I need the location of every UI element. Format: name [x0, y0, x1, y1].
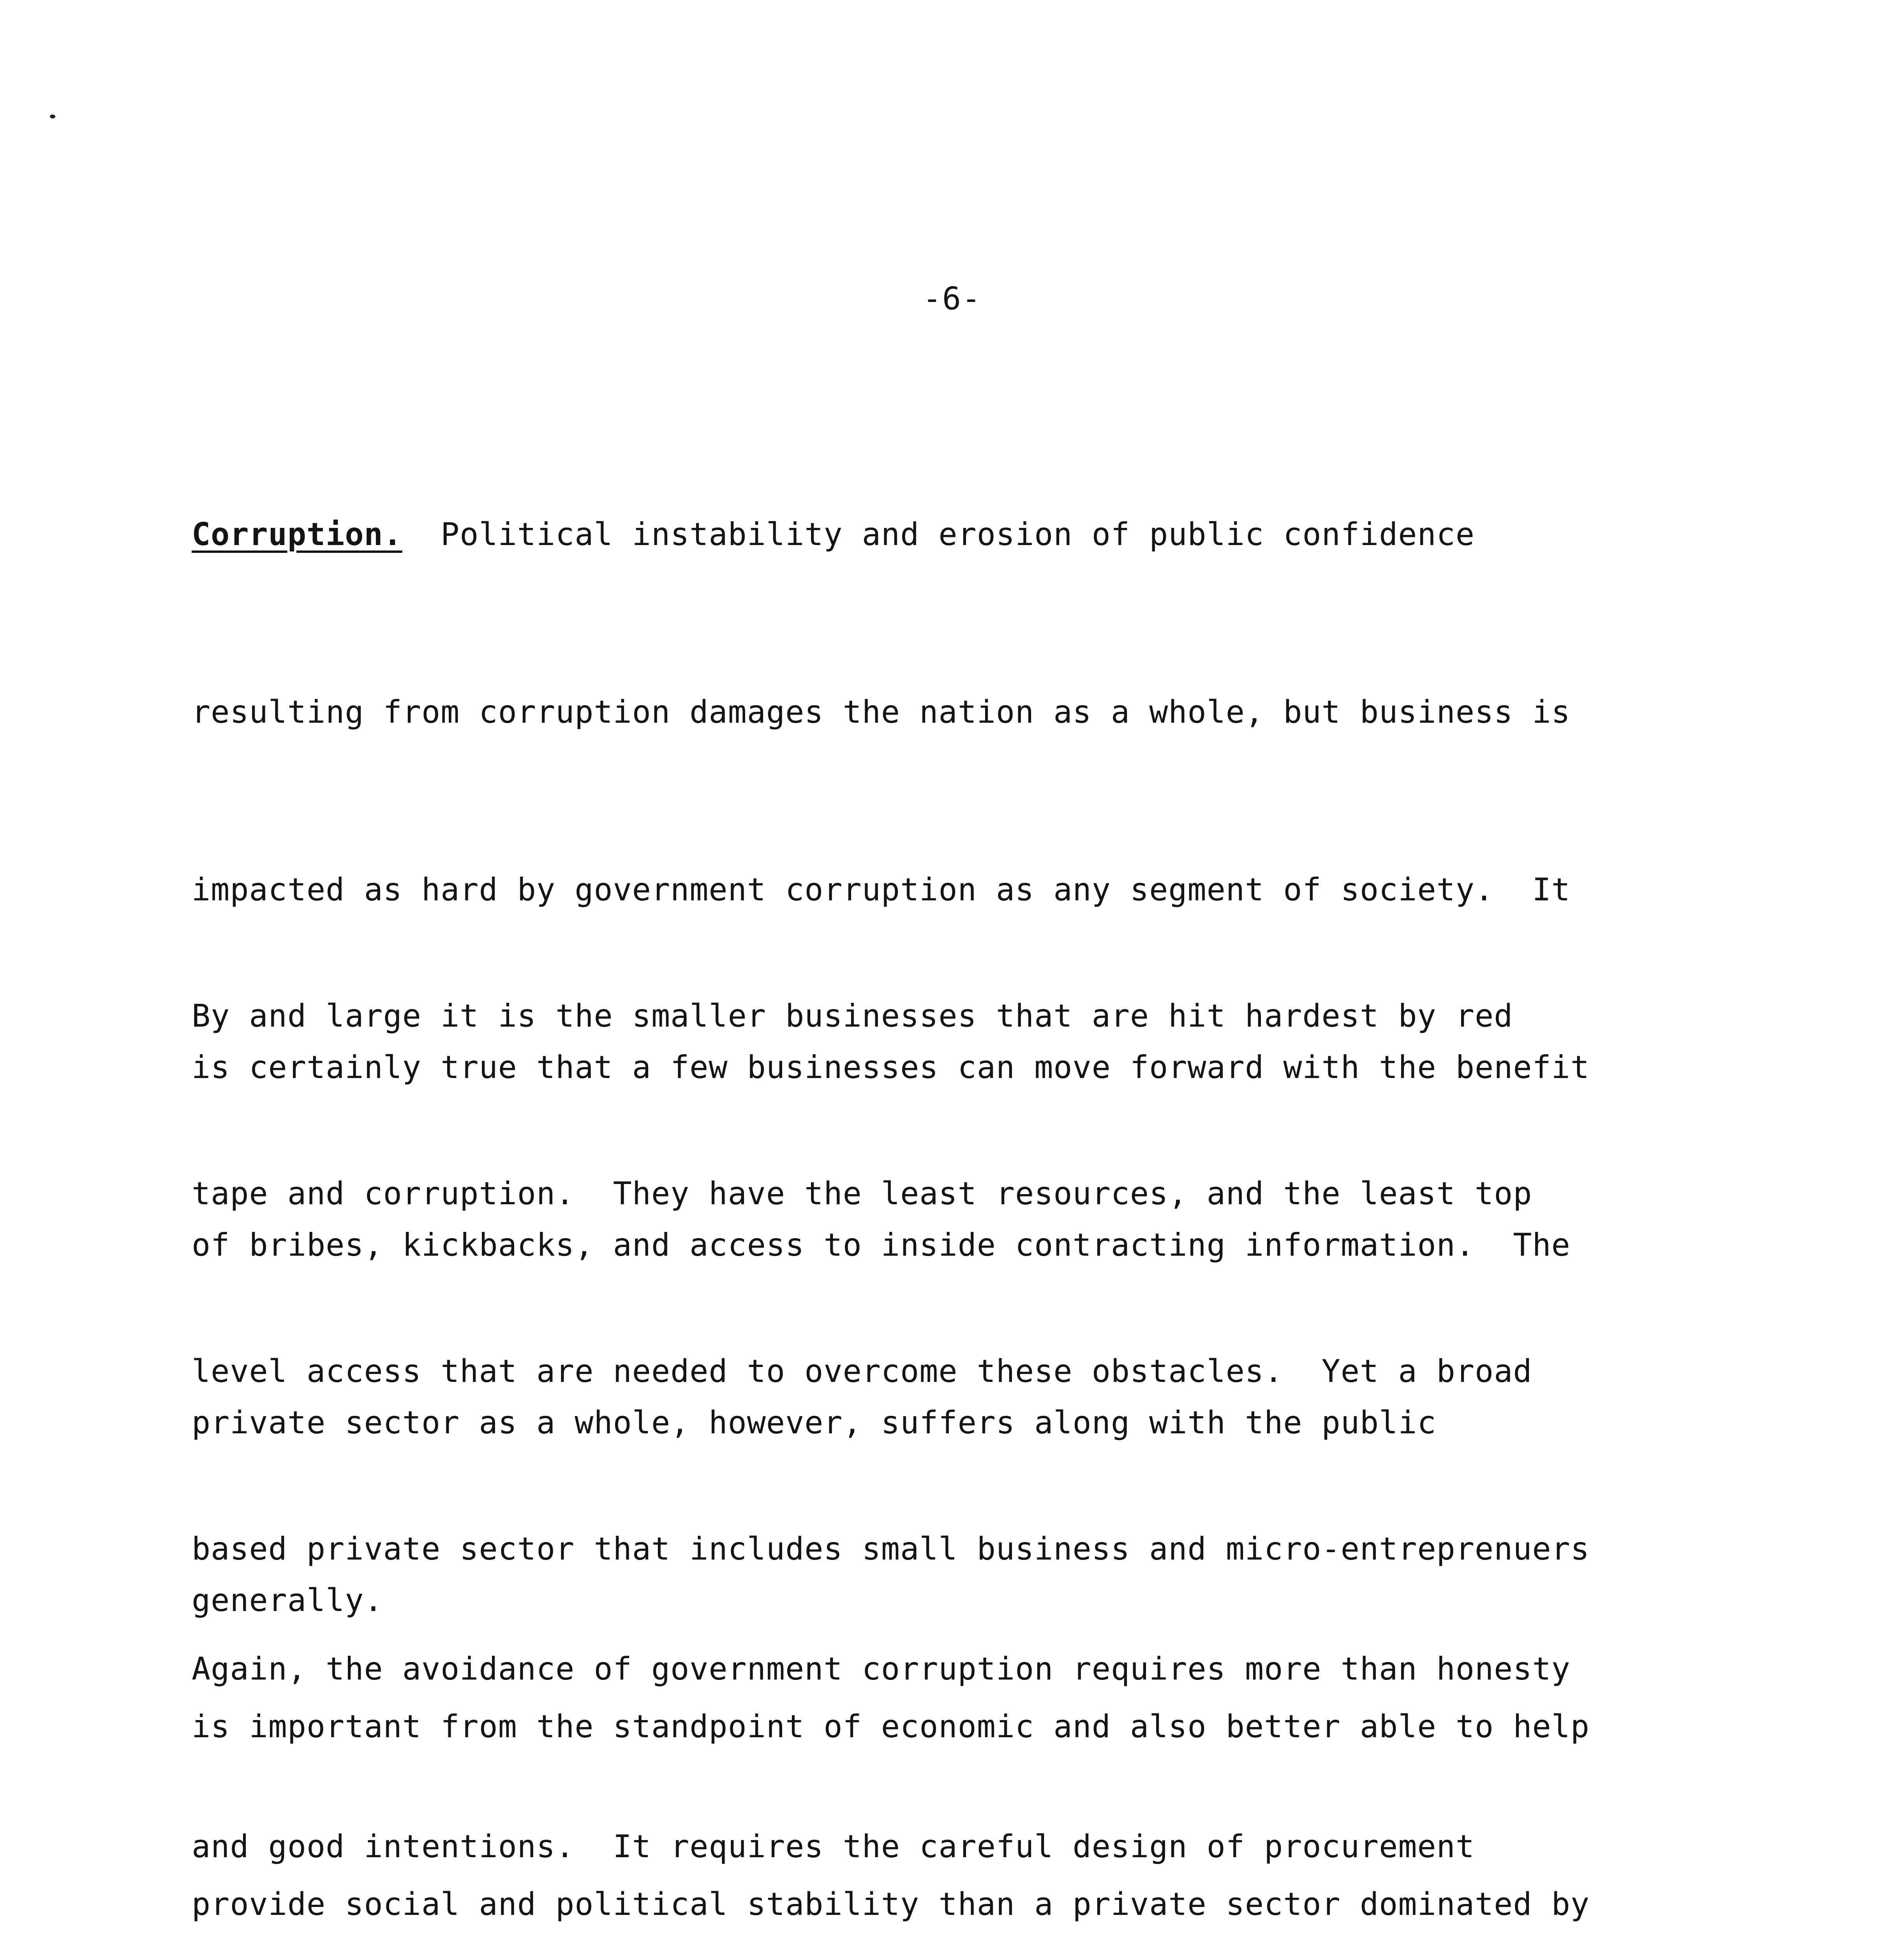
- paragraph-line: generally.: [192, 1582, 383, 1618]
- paragraph-line: Again, the avoidance of government corruption requires more than honesty: [192, 1651, 1571, 1687]
- paragraph-line: is certainly true that a few businesses can move forward with the benefit: [192, 1049, 1590, 1085]
- paragraph-line: is important from the standpoint of economic and also better able to help: [192, 1708, 1590, 1745]
- paragraph-line-text: Political instability and erosion of public confidence: [402, 516, 1475, 552]
- paragraph-line: impacted as hard by government corruption as any segment of society. It: [192, 872, 1571, 908]
- paragraph-line: resulting from corruption damages the nation as a whole, but business is: [192, 694, 1571, 730]
- paragraph-line: private sector as a whole, however, suffers along with the public: [192, 1405, 1437, 1441]
- paragraph-line: level access that are needed to overcome these obstacles. Yet a broad: [192, 1353, 1532, 1389]
- paragraph-line: based private sector that includes small business and micro-entreprenuers: [192, 1531, 1590, 1567]
- scan-speck: [50, 115, 55, 118]
- page-number: -6-: [922, 281, 982, 317]
- paragraph-line: [192, 505, 1672, 564]
- paragraph-line: and good intentions. It requires the careful design of procurement: [192, 1828, 1475, 1865]
- paragraph-line: tape and corruption. They have the least resources, and the least top: [192, 1175, 1532, 1212]
- section-lead-title: Corruption.: [192, 516, 402, 552]
- paragraph-line: of bribes, kickbacks, and access to inside contracting information. The: [192, 1227, 1571, 1263]
- paragraph-line: By and large it is the smaller businesses that are hit hardest by red: [192, 998, 1513, 1034]
- paragraph-line: provide social and political stability than a private sector dominated by: [192, 1886, 1590, 1922]
- paragraph-avoidance: [192, 1521, 1672, 1948]
